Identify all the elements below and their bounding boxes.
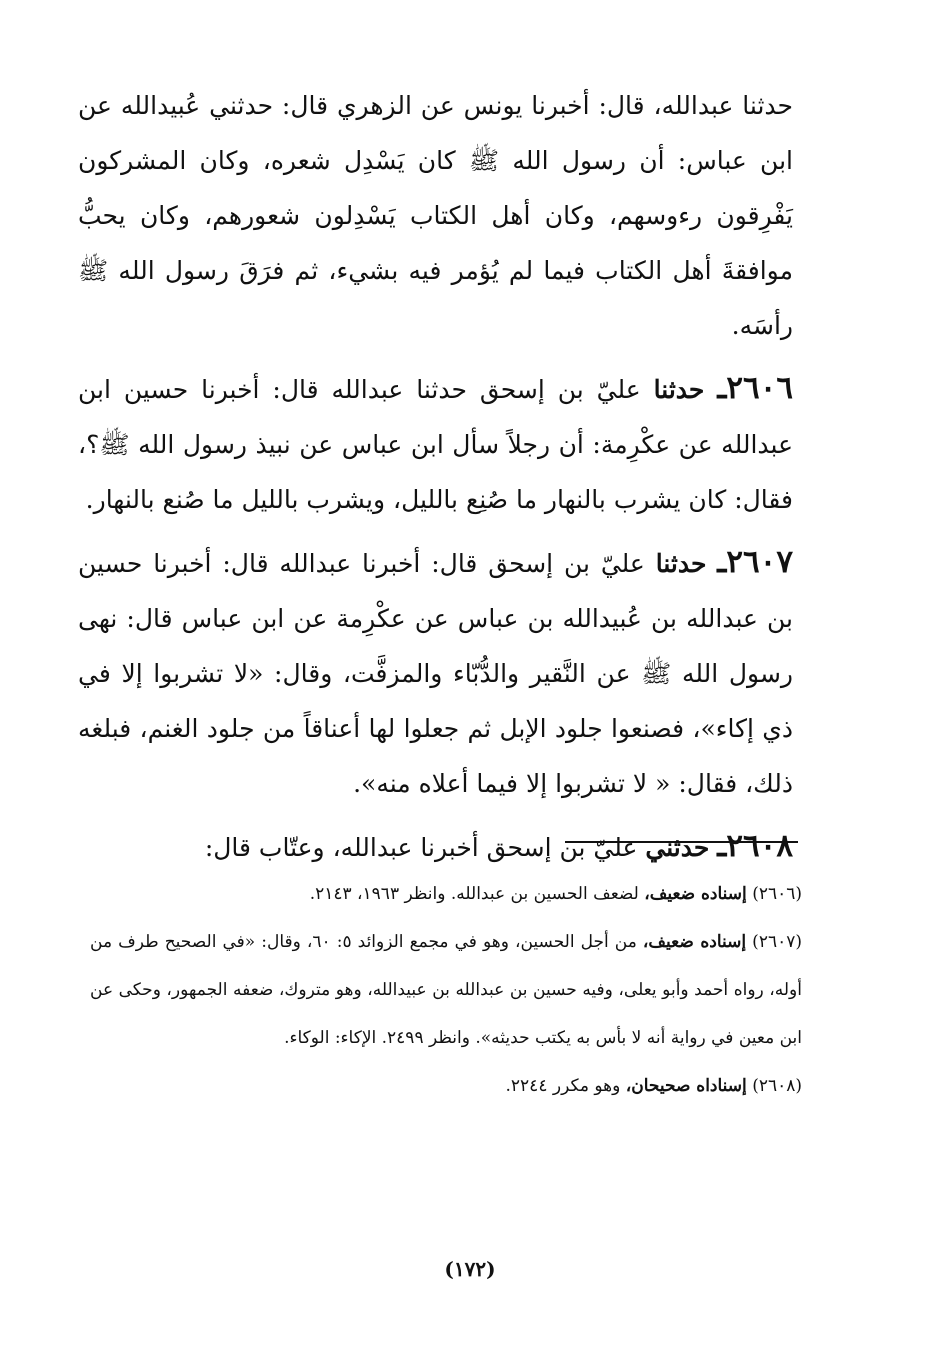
footnote-ref: (٢٦٠٧) <box>752 932 802 952</box>
footnote-2607 <box>90 918 802 1062</box>
hadith-lead: حدثنا <box>653 375 705 404</box>
page-number: (١٧٢) <box>444 1257 496 1281</box>
footnote-text: لضعف الحسين بن عبدالله. وانظر ١٩٦٣، ٢١٤٣. <box>309 884 639 904</box>
footnote-text: وهو مكرر ٢٢٤٤. <box>505 1076 621 1096</box>
main-text <box>78 78 793 875</box>
intro-paragraph: حدثنا عبدالله، قال: أخبرنا يونس عن الزهري قال: حدثني عُبيدالله عن ابن عباس: أن رسول الله ﷺ كان يَسْدِل شعره، وكان المشركون يَفْرِقون رءوسهم، وكان أهل الكتاب يَسْدِلون شعورهم، وكان يحبُّ موافقةَ أهل الكتاب فيما لم يُؤمر فيه بشيء، ثم فرَقَ رسول الله ﷺ رأسَه. <box>78 91 793 340</box>
hadith-2607 <box>78 535 793 811</box>
footnote-separator <box>565 841 798 843</box>
hadith-lead: حدثنا <box>655 549 707 578</box>
hadith-number: ٢٦٠٧ـ <box>717 544 793 580</box>
hadith-text: عليّ بن إسحق قال: أخبرنا عبدالله قال: أخبرنا حسين بن عبدالله بن عُبيدالله بن عباس عن عكْرِمة عن ابن عباس قال: نهى رسول الله ﷺ عن النَّقير والدُّبّاء والمزفَّت، وقال: «لا تشربوا إلا في ذي إكاء»، فصنعوا جلود الإبل ثم جعلوا لها أعناقاً من جلود الغنم، فبلغه ذلك، فقال: « لا تشربوا إلا فيما أعلاه منه». <box>78 549 793 798</box>
hadith-number: ٢٦٠٨ـ <box>717 828 793 864</box>
hadith-2606 <box>78 361 793 527</box>
footnote-2606 <box>90 870 802 918</box>
footnote-ref: (٢٦٠٦) <box>752 884 802 904</box>
footnote-grade: إسناداه صحيحان، <box>625 1076 747 1096</box>
hadith-text: عليّ بن إسحق حدثنا عبدالله قال: أخبرنا حسين ابن عبدالله عن عكْرِمة: أن رجلاً سأل ابن عباس عن نبيذ رسول الله ﷺ؟، فقال: كان يشرب بالنهار ما صُنِع بالليل، ويشرب بالليل ما صُنع بالنهار. <box>78 375 793 514</box>
footnote-grade: إسناده ضعيف، <box>642 932 747 952</box>
hadith-2608 <box>78 819 793 875</box>
footnote-text: من أجل الحسين، وهو في مجمع الزوائد ٥: ٦٠، وقال: «في الصحيح طرف من أوله، رواه أحمد وأبو يعلى، وفيه حسين بن عبدالله بن عبيدالله، وهو متروك، ضعفه الجمهور، وحكى عن ابن معين في رواية أنه لا بأس به يكتب حديثه». وانظر ٢٤٩٩. الإكاء: الوكاء. <box>90 932 802 1048</box>
hadith-lead: حدثني <box>645 833 710 862</box>
hadith-number: ٢٦٠٦ـ <box>717 370 794 406</box>
hadith-text: عليّ بن إسحق أخبرنا عبدالله، وعتّاب قال: <box>204 833 638 862</box>
footnote-2608 <box>90 1062 802 1110</box>
footnote-grade: إسناده ضعيف، <box>644 884 747 904</box>
footnote-ref: (٢٦٠٨) <box>752 1076 802 1096</box>
footnotes <box>90 870 802 1110</box>
